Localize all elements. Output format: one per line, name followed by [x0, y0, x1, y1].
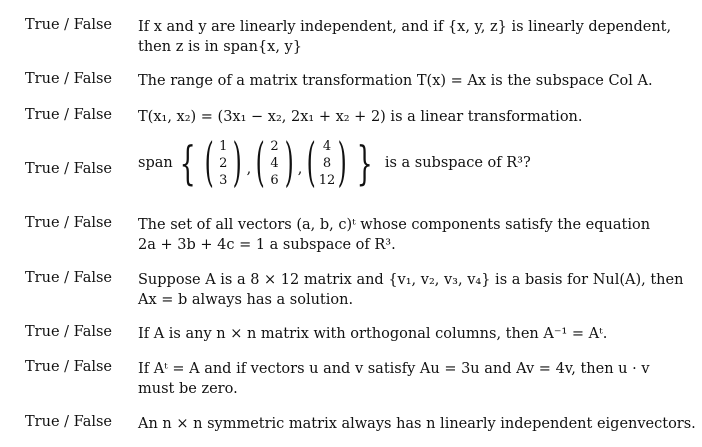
true-false-label-6[interactable]: True / False — [25, 270, 113, 286]
vector-1: 1 2 3 — [219, 138, 228, 188]
statement-2-line-1: The range of a matrix transformation T(x) = Ax is the subspace Col A. — [138, 73, 653, 89]
statement-5-line-1: The set of all vectors (a, b, c)ᵗ whose components satisfy the equation — [138, 217, 651, 233]
statement-9 — [138, 414, 696, 434]
statement-2 — [138, 71, 686, 91]
statement-1-line-1: If x and y are linearly independent, and if {x, y, z} is linearly dependent, — [138, 19, 672, 35]
true-false-label-4[interactable]: True / False — [25, 161, 113, 177]
true-false-label-9[interactable]: True / False — [25, 414, 113, 430]
statement-6-line-1: Suppose A is a 8 × 12 matrix and {v₁, v₂, v₃, v₄} is a basis for Nul(A), then — [138, 272, 684, 288]
vector-3: 4 8 12 — [318, 138, 336, 188]
statement-1 — [138, 17, 686, 57]
statement-8-line-2: must be zero. — [138, 381, 238, 397]
statement-8-line-1: If Aᵗ = A and if vectors u and v satisfy Au = 3u and Av = 4v, then u · v — [138, 361, 650, 377]
span-word: span — [138, 155, 173, 171]
statement-7-line-1: If A is any n × n matrix with orthogonal columns, then A⁻¹ = Aᵗ. — [138, 326, 608, 342]
statement-9-line-1: An n × n symmetric matrix always has n linearly independent eigenvectors. — [138, 416, 696, 432]
statement-5 — [138, 215, 686, 255]
statement-5-line-2: 2a + 3b + 4c = 1 a subspace of R³. — [138, 237, 396, 253]
statement-7 — [138, 324, 686, 344]
vector-2: 2 4 6 — [270, 138, 279, 188]
statement-4: span { ( 1 2 3 ) , ( 2 4 6 ) , ( 4 8 12 ) } is a subspace of R³? — [138, 133, 531, 193]
true-false-label-3[interactable]: True / False — [25, 107, 113, 123]
true-false-label-7[interactable]: True / False — [25, 324, 113, 340]
statement-6-line-2: Ax = b always has a solution. — [138, 292, 354, 308]
left-brace: { — [179, 136, 196, 190]
right-brace: } — [356, 136, 373, 190]
statement-1-line-2: then z is in span{x, y} — [138, 39, 302, 55]
statement-3 — [138, 107, 686, 127]
true-false-label-1[interactable]: True / False — [25, 17, 113, 33]
statement-3-line-1: T(x₁, x₂) = (3x₁ − x₂, 2x₁ + x₂ + 2) is a linear transformation. — [138, 109, 583, 125]
statement-6 — [138, 270, 686, 310]
true-false-label-8[interactable]: True / False — [25, 359, 113, 375]
statement-8 — [138, 359, 686, 399]
true-false-label-5[interactable]: True / False — [25, 215, 113, 231]
true-false-label-2[interactable]: True / False — [25, 71, 113, 87]
span-suffix: is a subspace of R³? — [384, 155, 531, 171]
